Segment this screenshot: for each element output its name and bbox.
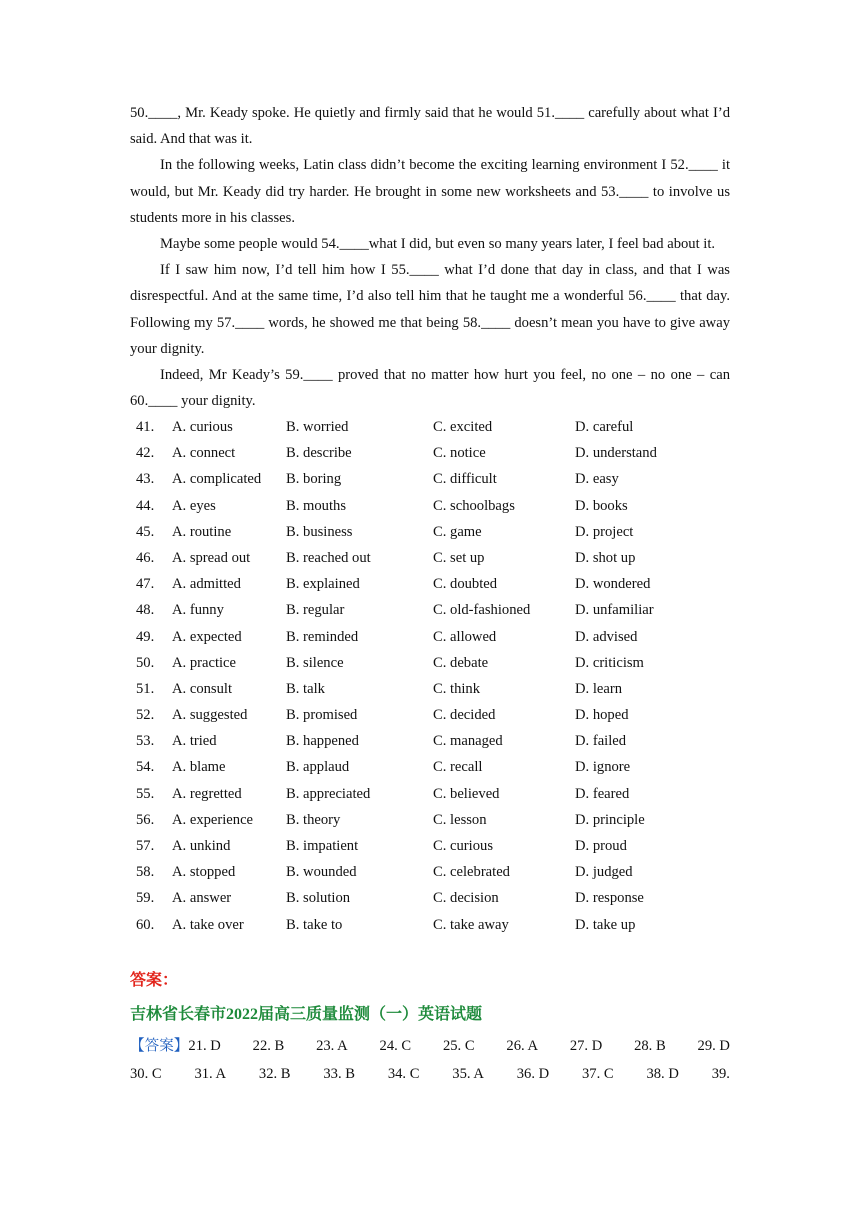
option-row [136,624,725,650]
option-b: B. happened [286,733,359,750]
option-c: C. believed [433,785,500,802]
option-row [136,572,725,598]
answer-item: 39. [711,1066,730,1083]
options-table [136,414,725,938]
option-a: A. suggested [172,707,248,724]
option-d: D. failed [575,733,627,750]
answer-row [130,1032,730,1060]
option-a: A. experience [172,811,254,828]
option-b: B. wounded [286,864,357,881]
option-c: C. difficult [433,471,497,488]
option-a: A. spread out [172,549,251,566]
option-d: D. advised [575,628,638,645]
question-number: 56. [136,811,155,828]
answer-item: 27. D [569,1038,603,1055]
question-number: 52. [136,707,155,724]
question-number: 58. [136,864,155,881]
option-row [136,912,725,938]
option-c: C. doubted [433,576,498,593]
option-a: A. answer [172,890,232,907]
option-d: D. criticism [575,654,644,671]
option-d: D. project [575,523,634,540]
answer-item: 37. C [581,1066,614,1083]
option-a: A. expected [172,628,242,645]
option-a: A. curious [172,419,233,436]
answer-item: 28. B [634,1038,666,1055]
option-c: C. recall [433,759,483,776]
option-b: B. explained [286,576,360,593]
option-a: A. blame [172,759,226,776]
answer-item: 24. C [379,1038,412,1055]
question-number: 55. [136,785,155,802]
answer-item: 21. D [188,1038,221,1055]
option-row [136,545,725,571]
question-number: 41. [136,419,155,436]
option-b: B. solution [286,890,351,907]
option-row [136,493,725,519]
option-c: C. decision [433,890,499,907]
question-number: 57. [136,838,155,855]
option-b: B. boring [286,471,342,488]
option-row [136,650,725,676]
option-d: D. learn [575,680,623,697]
answer-item: 25. C [442,1038,475,1055]
answer-item: 26. A [506,1038,539,1055]
option-b: B. mouths [286,497,347,514]
option-d: D. principle [575,811,645,828]
document-page [130,100,730,1088]
question-number: 51. [136,680,155,697]
option-d: D. shot up [575,549,636,566]
paragraph-1: 50.____, Mr. Keady spoke. He quietly and firmly said that he would 51.____ carefully about what I’d said. And that was it. [130,105,730,148]
answer-item: 30. C [130,1066,162,1083]
option-c: C. schoolbags [433,497,515,514]
option-b: B. appreciated [286,785,371,802]
question-number: 45. [136,523,155,540]
option-c: C. notice [433,445,486,462]
option-row [136,886,725,912]
answer-item: 31. A [194,1066,227,1083]
answer-heading: 答案： [130,972,179,990]
option-b: B. reminded [286,628,359,645]
paragraph-2: In the following weeks, Latin class didn’t become the exciting learning environment I 52.____ it would, but Mr. Keady did try harder. He brought in some new worksheets and 53.____ to involve us students more in his classes. [130,157,730,226]
option-c: C. lesson [433,811,487,828]
option-c: C. set up [433,549,485,566]
option-row [136,441,725,467]
question-number: 48. [136,602,155,619]
option-b: B. describe [286,445,352,462]
option-d: D. take up [575,916,636,933]
answer-first-group [130,1032,221,1060]
option-c: C. take away [433,916,509,933]
question-number: 42. [136,445,155,462]
answer-item: 38. D [646,1066,679,1083]
question-number: 44. [136,497,155,514]
option-a: A. admitted [172,576,241,593]
option-a: A. funny [172,602,224,619]
option-c: C. celebrated [433,864,510,881]
option-row [136,414,725,440]
option-d: D. easy [575,471,619,488]
option-b: B. theory [286,811,341,828]
option-b: B. silence [286,654,344,671]
question-number: 54. [136,759,155,776]
option-a: A. unkind [172,838,231,855]
option-row [136,755,725,781]
answer-item: 34. C [387,1066,420,1083]
option-row [136,519,725,545]
option-row [136,781,725,807]
option-c: C. excited [433,419,493,436]
answer-row [130,1060,730,1088]
option-row [136,729,725,755]
option-a: A. routine [172,523,232,540]
question-number: 46. [136,549,155,566]
question-number: 47. [136,576,155,593]
question-number: 60. [136,916,155,933]
exam-title: 吉林省长春市2022届高三质量监测（一）英语试题 [130,1006,483,1024]
option-c: C. managed [433,733,503,750]
option-c: C. allowed [433,628,497,645]
question-number: 59. [136,890,155,907]
answer-key [130,1032,730,1088]
option-a: A. regretted [172,785,242,802]
option-d: D. hoped [575,707,629,724]
question-number: 43. [136,471,155,488]
option-b: B. talk [286,680,325,697]
option-d: D. careful [575,419,634,436]
option-b: B. worried [286,419,349,436]
paragraph-4: If I saw him now, I’d tell him how I 55.____ what I’d done that day in class, and that I was disrespectful. And at the same time, I’d also tell him that he taught me a wonderful 56.____ that day. Following my 57.____ words, he showed me that being 58.____ doesn’t mean you have to give away your dignity. [130,262,730,357]
answer-item: 36. D [516,1066,550,1083]
option-b: B. take to [286,916,343,933]
option-a: A. practice [172,654,237,671]
option-a: A. tried [172,733,217,750]
option-b: B. regular [286,602,345,619]
option-a: A. connect [172,445,236,462]
answer-item: 35. A [452,1066,484,1083]
option-row [136,833,725,859]
paragraph-3: Maybe some people would 54.____what I did, but even so many years later, I feel bad about it. [160,236,716,253]
option-d: D. books [575,497,628,514]
answer-item: 29. D [697,1038,730,1055]
answer-item: 33. B [323,1066,355,1083]
option-d: D. proud [575,838,627,855]
option-row [136,807,725,833]
option-d: D. feared [575,785,630,802]
answer-item: 23. A [316,1038,348,1055]
option-c: C. curious [433,838,493,855]
option-row [136,467,725,493]
answer-item: 32. B [258,1066,291,1083]
option-c: C. think [433,680,481,697]
option-d: D. understand [575,445,657,462]
option-b: B. promised [286,707,358,724]
option-b: B. impatient [286,838,359,855]
option-d: D. wondered [575,576,651,593]
option-c: C. debate [433,654,489,671]
option-row [136,676,725,702]
option-a: A. consult [172,680,232,697]
option-row [136,860,725,886]
question-number: 49. [136,628,155,645]
option-a: A. stopped [172,864,236,881]
option-a: A. eyes [172,497,216,514]
option-row [136,703,725,729]
answer-item: 22. B [252,1038,285,1055]
option-a: A. take over [172,916,244,933]
answer-label: 【答案】 [130,1038,189,1055]
option-b: B. applaud [286,759,350,776]
option-b: B. business [286,523,353,540]
option-b: B. reached out [286,549,371,566]
option-row [136,598,725,624]
option-c: C. game [433,523,482,540]
paragraph-5: Indeed, Mr Keady’s 59.____ proved that no matter how hurt you feel, no one – no one – can 60.____ your dignity. [130,367,730,410]
option-d: D. ignore [575,759,631,776]
option-c: C. old-fashioned [433,602,531,619]
option-d: D. response [575,890,644,907]
option-d: D. judged [575,864,633,881]
question-number: 53. [136,733,155,750]
question-number: 50. [136,654,155,671]
option-c: C. decided [433,707,496,724]
option-d: D. unfamiliar [575,602,654,619]
option-a: A. complicated [172,471,262,488]
